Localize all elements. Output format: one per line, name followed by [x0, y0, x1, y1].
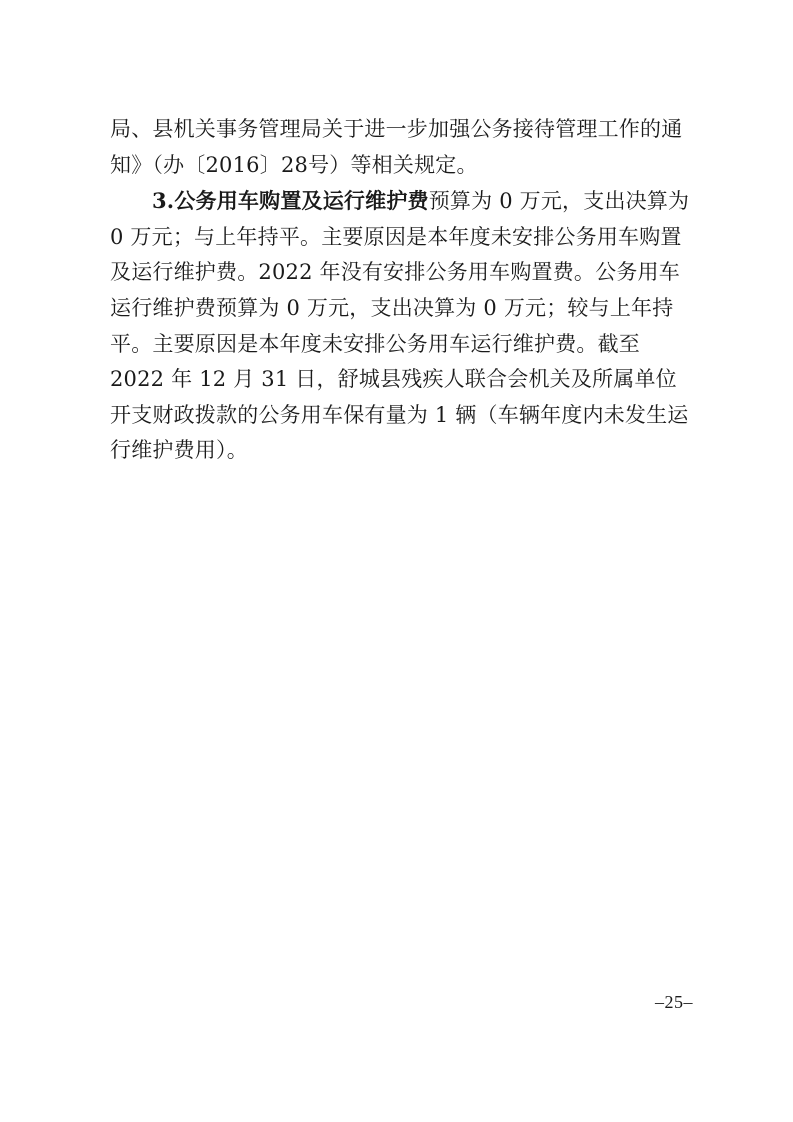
document-body [110, 112, 690, 469]
section-3-heading: 3.公务用车购置及运行维护费 [152, 188, 429, 214]
section-3-text: 预算为 0 万元，支出决算为 0 万元；与上年持平。主要原因是本年度未安排公务用车购置及运行维护费。2022 年没有安排公务用车购置费。公务用车运行维护费预算为 0 万元，支出决算为 0 万元；较与上年持平。主要原因是本年度未安排公务用车运行维护费。截至 2022 年 12 月 31 日，舒城县残疾人联合会机关及所属单位开支财政拨款的公务用车保有量为 1 辆（车辆年度内未发生运行维护费用）。 [110, 189, 690, 463]
paragraph-continuation: 局、县机关事务管理局关于进一步加强公务接待管理工作的通知》（办〔2016〕28号）等相关规定。 [110, 117, 683, 177]
paragraph-section-3 [110, 183, 690, 469]
page-number: –25– [655, 992, 693, 1012]
